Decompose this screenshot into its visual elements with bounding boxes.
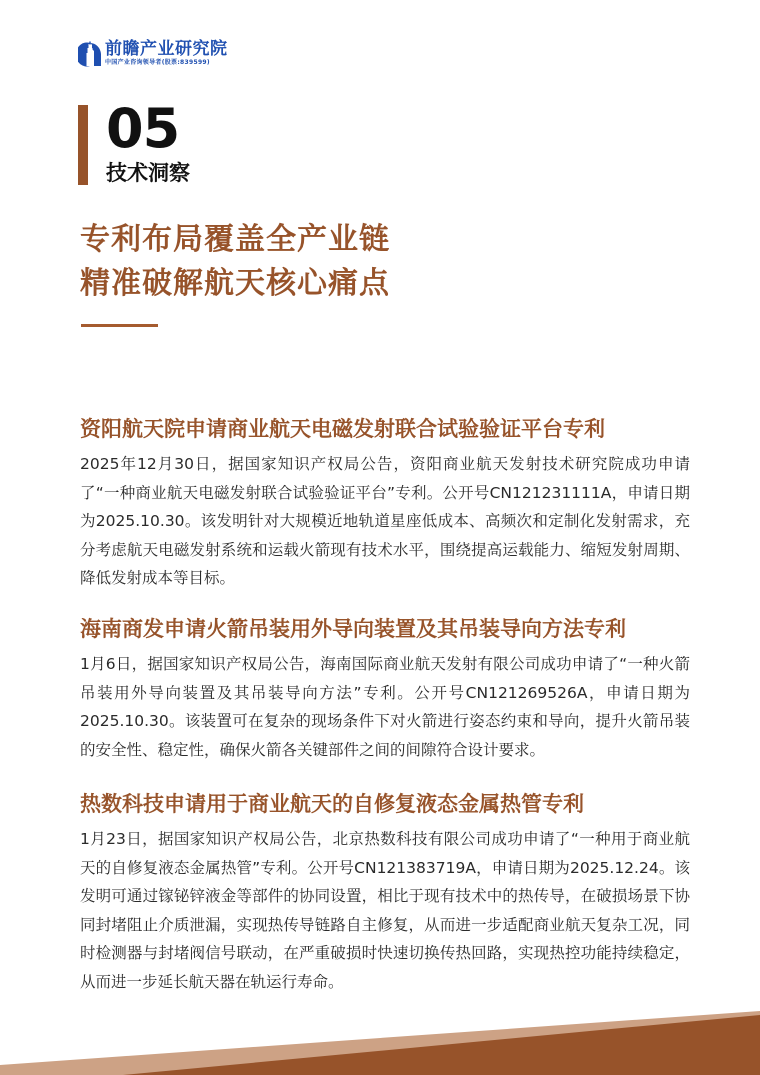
article-zhiyang-patent: [80, 414, 690, 593]
article-hainan-patent: [80, 614, 690, 764]
article-body: 2025年12月30日，据国家知识产权局公告，资阳商业航天发射技术研究院成功申请了“一种商业航天电磁发射联合试验验证平台”专利。公开号CN121231111A，申请日期为2025.10.30。该发明针对大规模近地轨道星座低成本、高频次和定制化发射需求，充分考虑航天电磁发射系统和运载火箭现有技术水平，围绕提高运载能力、缩短发射周期、降低发射成本等目标。: [80, 455, 690, 588]
brand-subtitle: 中国产业咨询领导者(股票:839599): [105, 59, 210, 66]
article-body: 1月6日，据国家知识产权局公告，海南国际商业航天发射有限公司成功申请了“一种火箭吊装用外导向装置及其吊装导向方法”专利。公开号CN121269526A，申请日期为2025.10.30。该装置可在复杂的现场条件下对火箭进行姿态约束和导向，提升火箭吊装的安全性、稳定性，确保火箭各关键部件之间的间隙符合设计要求。: [80, 655, 690, 759]
tower-globe-icon: [78, 41, 102, 67]
article-body: 1月23日，据国家知识产权局公告，北京热数科技有限公司成功申请了“一种用于商业航天的自修复液态金属热管”专利。公开号CN121383719A，申请日期为2025.12.24。该发明可通过镓铋锌液金等部件的协同设置，相比于现有技术中的热传导，在破损场景下协同封堵阻止介质泄漏，实现热传导链路自主修复，从而进一步适配商业航天复杂工况，同时检测器与封堵阀信号联动，在严重破损时快速切换传热回路，实现热控功能持续稳定，从而进一步延长航天器在轨运行寿命。: [80, 830, 690, 991]
article-title: 资阳航天院申请商业航天电磁发射联合试验验证平台专利: [80, 417, 605, 441]
section-number: 05: [106, 97, 180, 160]
article-title: 海南商发申请火箭吊装用外导向装置及其吊装导向方法专利: [80, 617, 626, 641]
footer-decoration: [0, 995, 760, 1075]
section-name: 技术洞察: [106, 161, 190, 185]
headline-line-2: 精准破解航天核心痛点: [80, 266, 390, 301]
article-reshu-patent: [80, 789, 690, 997]
headline-line-1: 专利布局覆盖全产业链: [80, 222, 390, 257]
article-title: 热数科技申请用于商业航天的自修复液态金属热管专利: [80, 792, 584, 816]
brand-name: 前瞻产业研究院: [105, 39, 228, 59]
section-accent-bar: [78, 105, 88, 185]
brand-logo: [78, 40, 228, 67]
headline-divider: [81, 324, 158, 327]
page-headline: [80, 218, 390, 306]
